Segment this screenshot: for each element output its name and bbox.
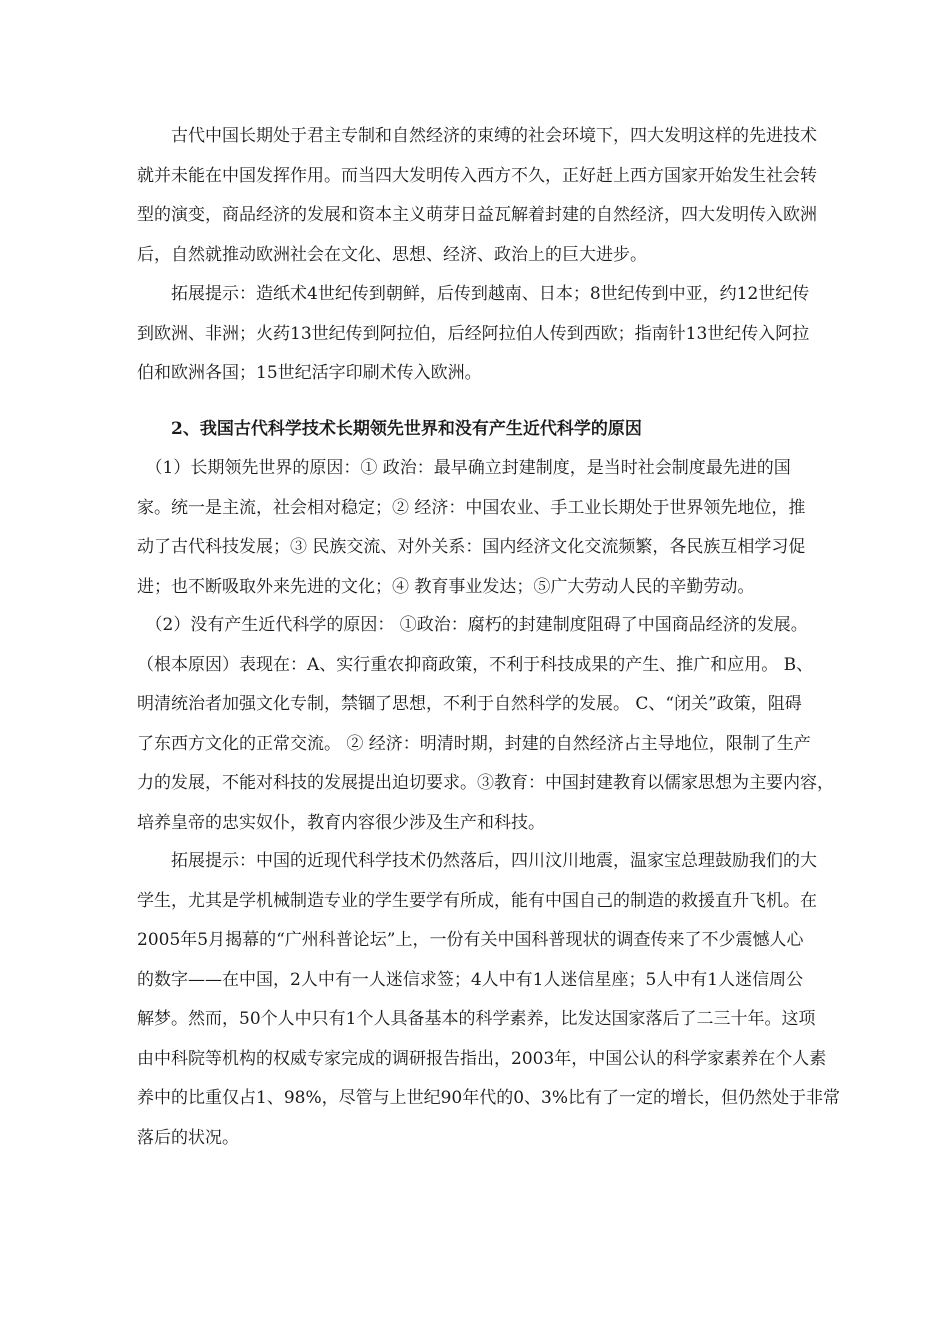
text-line: 力的发展，不能对科技的发展提出迫切要求。③教育：中国封建教育以儒家思想为主要内容， xyxy=(137,773,834,793)
text-line: （1）长期领先世界的原因：① 政治：最早确立封建制度，是当时社会制度最先进的国 xyxy=(137,458,791,478)
text-line: 拓展提示：造纸术4世纪传到朝鲜，后传到越南、日本；8世纪传到中亚，约12世纪传 xyxy=(137,284,810,304)
paragraph-extension-tip-1 xyxy=(137,275,820,394)
paragraph-no-modern-science-reasons xyxy=(137,606,834,843)
text-line: 伯和欧洲各国；15世纪活字印刷术传入欧洲。 xyxy=(137,363,482,383)
text-line: 了东西方文化的正常交流。 ② 经济：明清时期，封建的自然经济占主导地位，限制了生产 xyxy=(137,733,811,754)
text-line: 解梦。然而，50个人中只有1个人具备基本的科学素养，比发达国家落后了二三十年。这项 xyxy=(137,1009,816,1029)
text-line: 学生，尤其是学机械制造专业的学生要学有所成，能有中国自己的制造的救援直升飞机。在 xyxy=(137,890,817,911)
paragraph-four-inventions-context xyxy=(137,117,820,275)
heading-line: 2、我国古代科学技术长期领先世界和没有产生近代科学的原因 xyxy=(137,419,642,439)
text-line: 明清统治者加强文化专制，禁锢了思想，不利于自然科学的发展。 C、“闭关”政策，阻碍 xyxy=(137,694,802,714)
section-heading xyxy=(137,410,820,450)
text-line: 培养皇帝的忠实奴仆，教育内容很少涉及生产和科技。 xyxy=(137,812,545,833)
text-line: 后，自然就推动欧洲社会在文化、思想、经济、政治上的巨大进步。 xyxy=(137,244,647,265)
text-line: 的数字——在中国，2人中有一人迷信求签；4人中有1人迷信星座；5人中有1人迷信周公 xyxy=(137,969,804,990)
paragraph-extension-tip-2 xyxy=(137,842,841,1158)
text-line: 家。统一是主流，社会相对稳定；② 经济：中国农业、手工业长期处于世界领先地位，推 xyxy=(137,497,806,518)
text-line: （2）没有产生近代科学的原因： ①政治：腐朽的封建制度阻碍了中国商品经济的发展。 xyxy=(137,615,808,635)
text-line: 养中的比重仅占1、98%，尽管与上世纪90年代的0、3%比有了一定的增长，但仍然处于非常 xyxy=(137,1088,841,1108)
text-line: （根本原因）表现在：A、实行重农抑商政策，不利于科技成果的产生、推广和应用。 B、 xyxy=(137,654,814,675)
text-line: 就并未能在中国发挥作用。而当四大发明传入西方不久，正好赶上西方国家开始发生社会转 xyxy=(137,165,817,186)
text-line: 到欧洲、非洲；火药13世纪传到阿拉伯，后经阿拉伯人传到西欧；指南针13世纪传入阿拉 xyxy=(137,323,810,344)
text-line: 动了古代科技发展；③ 民族交流、对外关系：国内经济文化交流频繁，各民族互相学习促 xyxy=(137,537,806,557)
paragraph-leading-reasons xyxy=(137,449,820,607)
text-line: 进；也不断吸取外来先进的文化；④ 教育事业发达；⑤广大劳动人民的辛勤劳动。 xyxy=(137,576,755,597)
text-line: 由中科院等机构的权威专家完成的调研报告指出，2003年，中国公认的科学家素养在个人素 xyxy=(137,1048,827,1069)
text-line: 型的演变，商品经济的发展和资本主义萌芽日益瓦解着封建的自然经济，四大发明传入欧洲 xyxy=(137,205,817,225)
text-line: 拓展提示：中国的近现代科学技术仍然落后，四川汶川地震，温家宝总理鼓励我们的大 xyxy=(137,851,817,871)
text-line: 2005年5月揭幕的“广州科普论坛”上，一份有关中国科普现状的调查传来了不少震憾人心 xyxy=(137,930,804,950)
text-line: 落后的状况。 xyxy=(137,1127,239,1148)
text-line: 古代中国长期处于君主专制和自然经济的束缚的社会环境下，四大发明这样的先进技术 xyxy=(137,126,817,146)
